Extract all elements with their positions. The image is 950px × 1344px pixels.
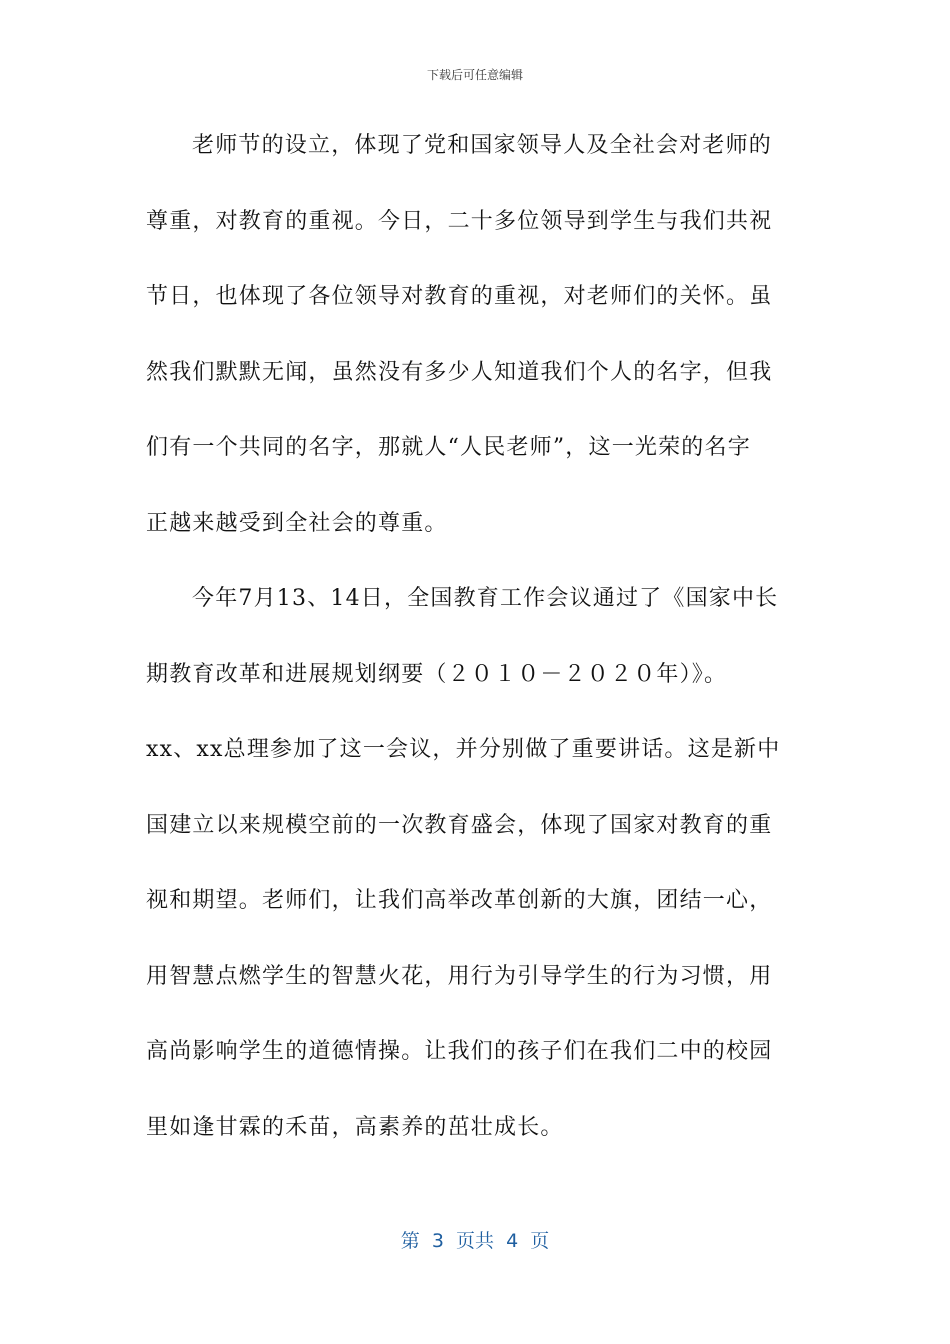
text-line: 用智慧点燃学生的智慧火花，用行为引导学生的行为习惯，用 [146,963,773,989]
text-line: 里如逢甘霖的禾苗，高素养的茁壮成长。 [146,1114,564,1140]
text-line: 然我们默默无闻，虽然没有多少人知道我们个人的名字，但我 [146,359,773,385]
text-line: 老师节的设立，体现了党和国家领导人及全社会对老师的 [192,133,773,158]
text-line: 视和期望。老师们，让我们高举改革创新的大旗，团结一心， [146,888,773,913]
text-line: 尊重，对教育的重视。今日，二十多位领导到学生与我们共祝 [146,208,773,234]
text-line: 正越来越受到全社会的尊重。 [146,510,448,536]
text-line: 今年7月13、14日，全国教育工作会议通过了《国家中长 [192,586,779,611]
text-line: 国建立以来规模空前的一次教育盛会，体现了国家对教育的重 [146,812,773,838]
text-line: 们有一个共同的名字，那就人“人民老师”，这一光荣的名字 [146,435,751,460]
page-number-footer: 第 3 页共 4 页 [400,1230,550,1252]
text-line: 高尚影响学生的道德情操。让我们的孩子们在我们二中的校园 [146,1039,773,1064]
text-line: xx、xx总理参加了这一会议，并分别做了重要讲话。这是新中 [146,737,781,762]
text-line: 期教育改革和进展规划纲要（２０１０－２０２０年）》。 [146,661,728,687]
text-line: 节日，也体现了各位领导对教育的重视，对老师们的关怀。虽 [146,284,773,309]
page-header: 下载后可任意编辑 [426,68,523,82]
document-body [146,126,796,1183]
